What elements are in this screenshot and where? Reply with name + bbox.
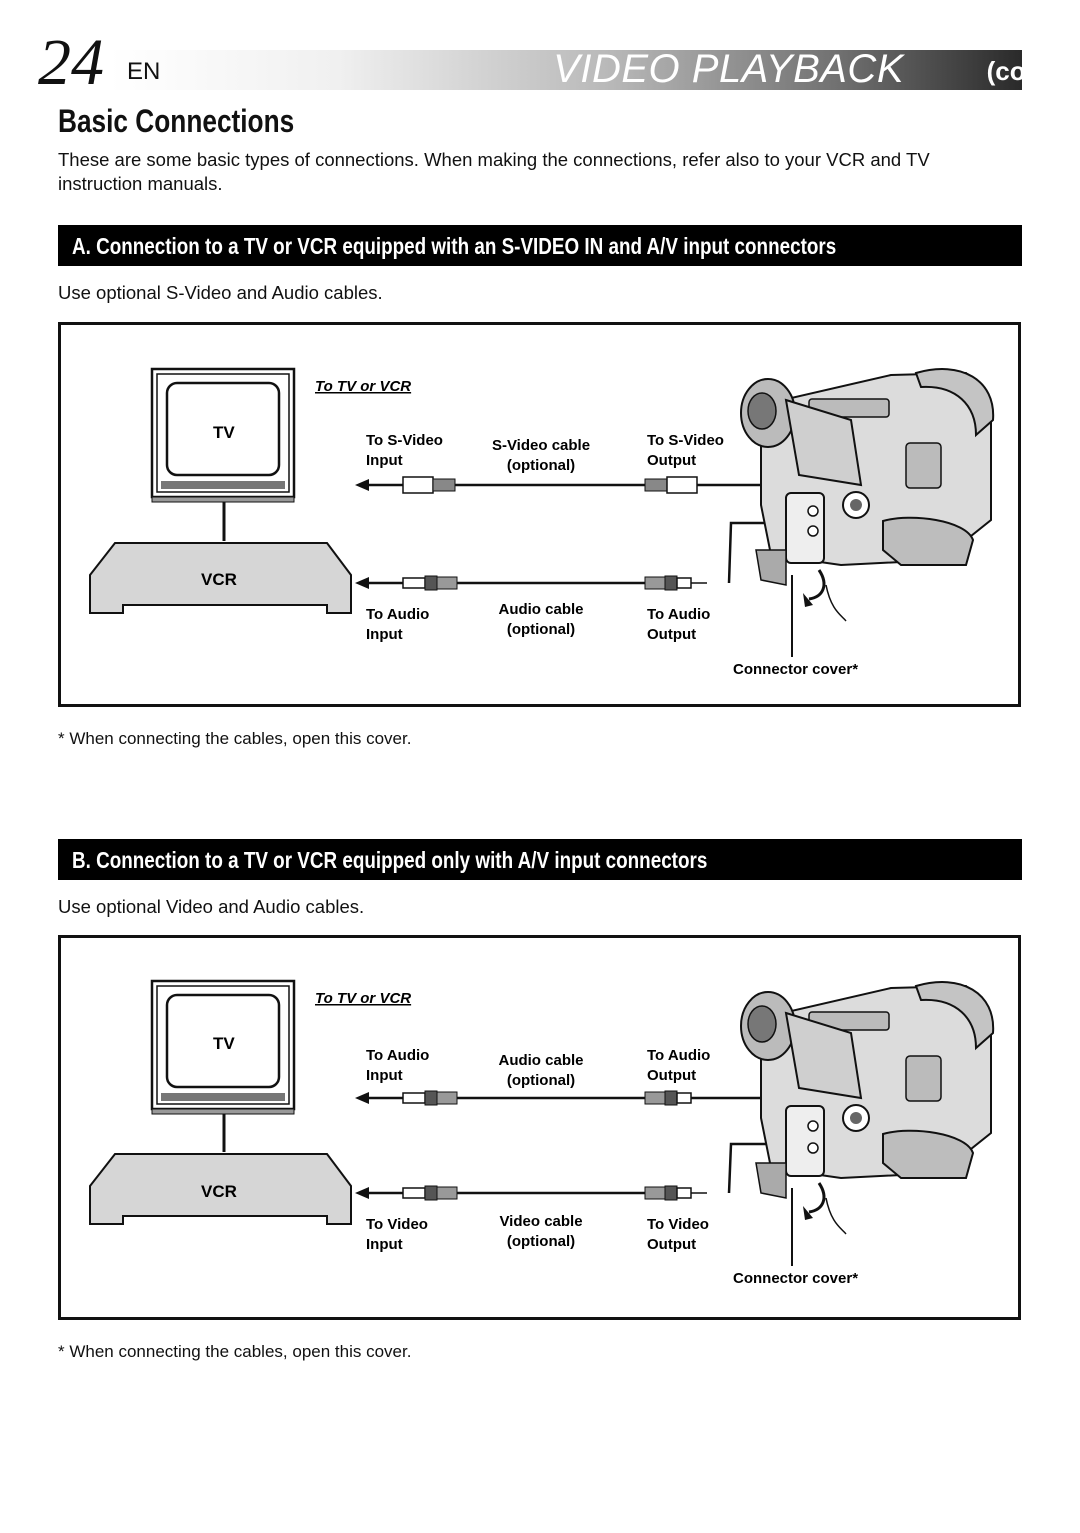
to-tv-or-vcr-label: To TV or VCR — [315, 378, 412, 395]
vcr-label: VCR — [201, 1182, 237, 1201]
bottom-left-label-1: To Video — [366, 1216, 428, 1233]
section-b-heading-bar — [58, 839, 1022, 880]
bottom-right-label-2: Output — [647, 1236, 697, 1253]
video-cable — [355, 1144, 819, 1200]
bottom-left-label-1: To Audio — [366, 606, 430, 623]
top-cable-label-2: (optional) — [506, 1072, 576, 1089]
top-left-label-2: Input — [366, 452, 403, 469]
section-cont: (cont.) — [986, 56, 1066, 86]
bottom-cable-label-2: (optional) — [506, 1233, 576, 1250]
top-right-label-2: Output — [647, 1067, 697, 1084]
audio-cable — [355, 523, 819, 590]
section-b-diagram-panel — [58, 935, 1021, 1320]
bottom-right-label-1: To Video — [647, 1216, 709, 1233]
page-title: Basic Connections — [58, 103, 295, 139]
bottom-cable-label-1: Audio cable — [498, 601, 584, 618]
tv-label: TV — [213, 1034, 235, 1053]
section-b-heading: B. Connection to a TV or VCR equipped only with A/V input connectors — [72, 847, 708, 873]
tv-label: TV — [213, 423, 235, 442]
camcorder-illustration — [741, 369, 993, 621]
camcorder-illustration — [741, 982, 993, 1234]
s-video-cable — [355, 477, 819, 509]
bottom-right-label-1: To Audio — [647, 606, 711, 623]
top-right-label-1: To Audio — [647, 1047, 711, 1064]
bottom-left-label-2: Input — [366, 626, 403, 643]
page-language: EN — [127, 58, 161, 85]
bottom-left-label-2: Input — [366, 1236, 403, 1253]
audio-cable — [355, 1091, 819, 1126]
vcr-label: VCR — [201, 570, 237, 589]
section-a-note: * When connecting the cables, open this cover. — [58, 729, 412, 748]
section-a-heading: A. Connection to a TV or VCR equipped with an S-VIDEO IN and A/V input connectors — [72, 233, 837, 259]
connector-cover-label: Connector cover* — [733, 661, 859, 678]
section-b-subtext: Use optional Video and Audio cables. — [58, 896, 365, 917]
top-left-label-1: To Audio — [366, 1047, 430, 1064]
bottom-cable-label-1: Video cable — [499, 1213, 583, 1230]
connector-cover-label: Connector cover* — [733, 1270, 859, 1287]
section-a-heading-bar — [58, 225, 1022, 266]
section-a-subtext: Use optional S-Video and Audio cables. — [58, 282, 383, 303]
section-a-diagram — [61, 325, 1018, 704]
bottom-cable-label-2: (optional) — [506, 621, 576, 638]
section-b-diagram — [61, 938, 1018, 1317]
top-cable-label-1: Audio cable — [498, 1052, 584, 1069]
intro-paragraph: These are some basic types of connections. When making the connections, refer also to your VCR and TV instruction manuals. — [58, 149, 930, 194]
bottom-right-label-2: Output — [647, 626, 697, 643]
top-cable-label-2: (optional) — [506, 457, 576, 474]
top-left-label-2: Input — [366, 1067, 403, 1084]
top-left-label-1: To S-Video — [366, 432, 443, 449]
to-tv-or-vcr-label: To TV or VCR — [315, 990, 412, 1007]
top-right-label-2: Output — [647, 452, 697, 469]
section-b-note: * When connecting the cables, open this cover. — [58, 1342, 412, 1361]
page-number: 24 — [38, 26, 104, 99]
top-right-label-1: To S-Video — [647, 432, 724, 449]
section-a-diagram-panel — [58, 322, 1021, 707]
top-cable-label-1: S-Video cable — [491, 437, 591, 454]
section-title: VIDEO PLAYBACK — [553, 47, 904, 91]
